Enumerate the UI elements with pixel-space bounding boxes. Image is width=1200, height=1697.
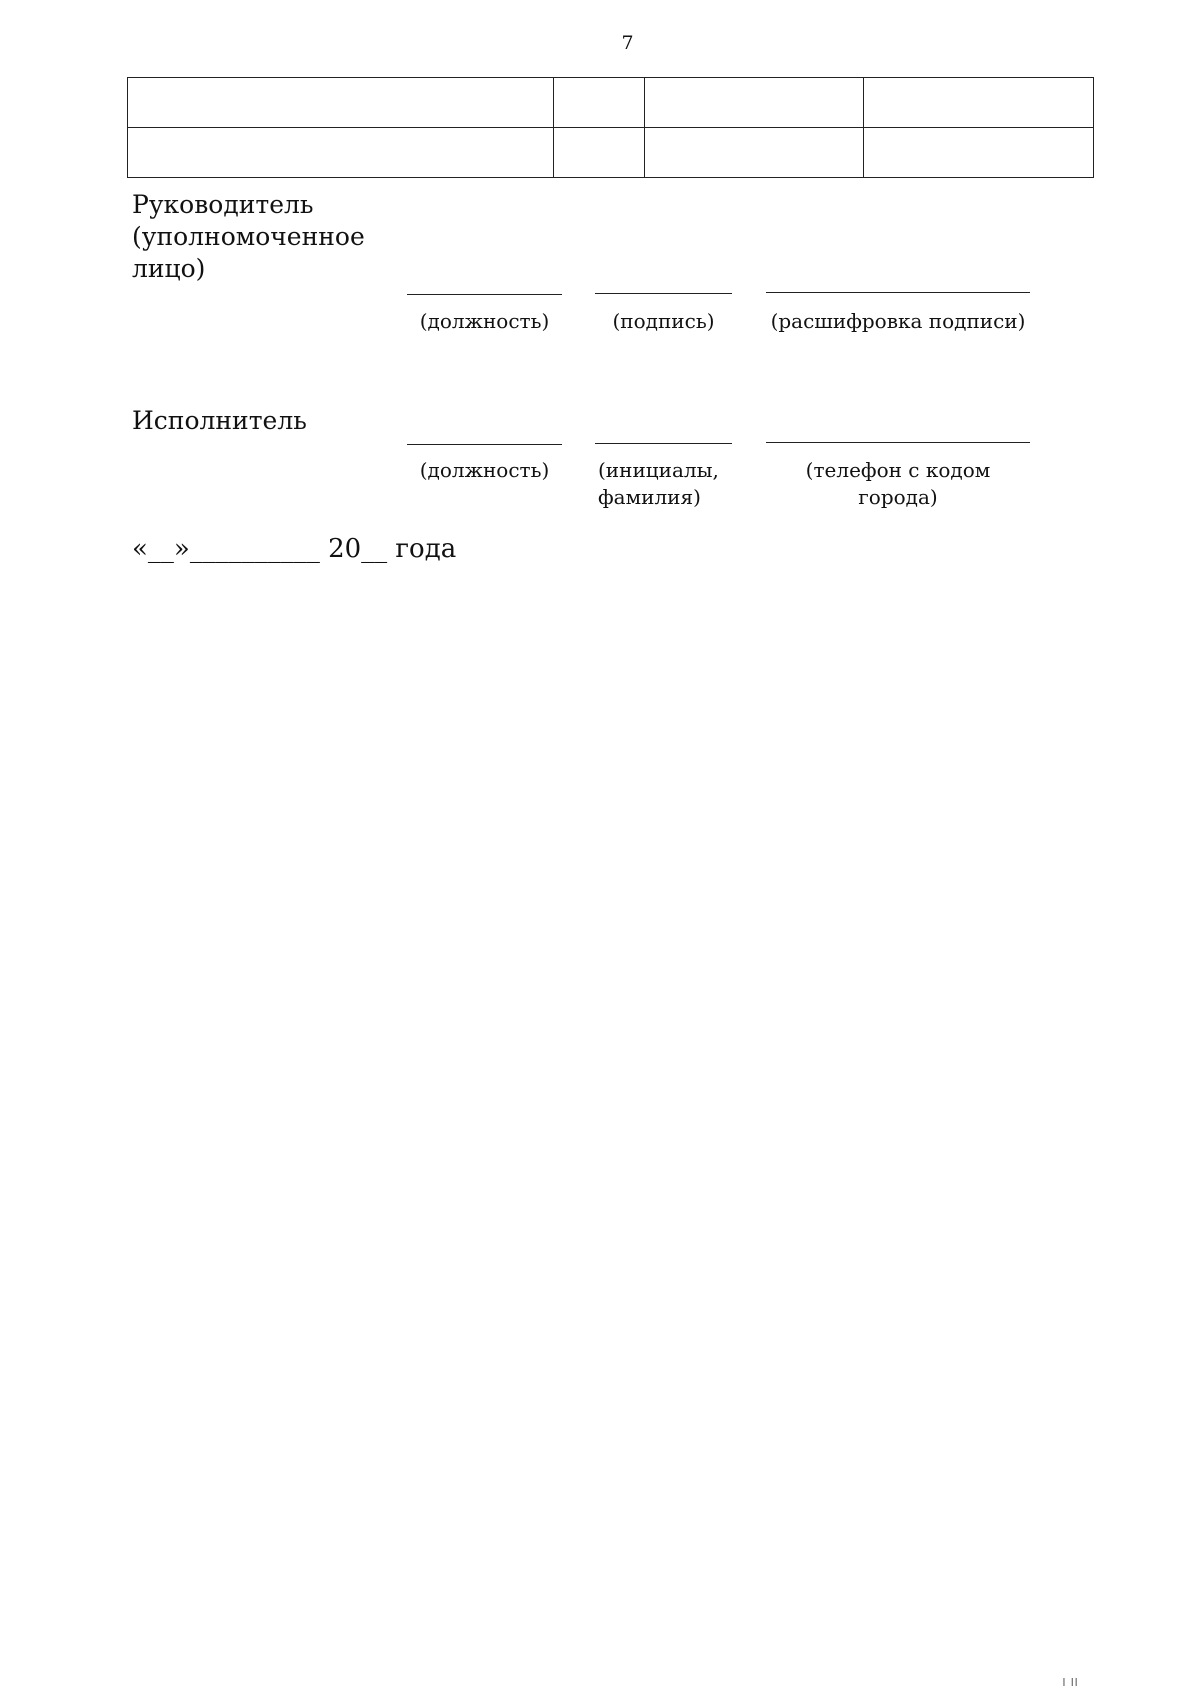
head-label bbox=[132, 189, 365, 285]
head-signature-decoding-caption: (расшифровка подписи) bbox=[770, 309, 1026, 333]
executor-phone-caption-line: города) bbox=[858, 485, 938, 509]
head-signature-decoding-line[interactable] bbox=[766, 292, 1030, 293]
table-cell bbox=[554, 78, 645, 128]
executor-label: Исполнитель bbox=[132, 406, 307, 435]
page-number: 7 bbox=[621, 32, 634, 54]
table-row bbox=[128, 78, 1094, 128]
executor-position-line[interactable] bbox=[407, 444, 562, 445]
date-line: «__»__________ 20__ года bbox=[132, 534, 457, 564]
table-cell bbox=[645, 128, 864, 178]
table-cell bbox=[864, 78, 1094, 128]
head-position-line[interactable] bbox=[407, 294, 562, 295]
table-cell bbox=[645, 78, 864, 128]
data-table bbox=[127, 77, 1094, 178]
head-position-caption: (должность) bbox=[419, 309, 550, 333]
executor-initials-caption bbox=[598, 457, 738, 511]
executor-phone-caption bbox=[766, 457, 1030, 511]
executor-initials-caption-line: (инициалы, bbox=[598, 458, 719, 482]
head-label-line: (уполномоченное bbox=[132, 222, 365, 251]
head-label-line: Руководитель bbox=[132, 190, 314, 219]
scan-mark: ı ıı bbox=[1062, 1674, 1079, 1690]
head-signature-caption: (подпись) bbox=[612, 309, 715, 333]
executor-phone-line[interactable] bbox=[766, 442, 1030, 443]
executor-position-caption: (должность) bbox=[419, 458, 550, 482]
head-label-line: лицо) bbox=[132, 254, 206, 283]
table-row bbox=[128, 128, 1094, 178]
table-cell bbox=[128, 78, 554, 128]
table-cell bbox=[554, 128, 645, 178]
executor-initials-caption-line: фамилия) bbox=[598, 485, 701, 509]
executor-initials-line[interactable] bbox=[595, 443, 732, 444]
head-signature-line[interactable] bbox=[595, 293, 732, 294]
executor-phone-caption-line: (телефон с кодом bbox=[805, 458, 991, 482]
table-cell bbox=[128, 128, 554, 178]
table-cell bbox=[864, 128, 1094, 178]
